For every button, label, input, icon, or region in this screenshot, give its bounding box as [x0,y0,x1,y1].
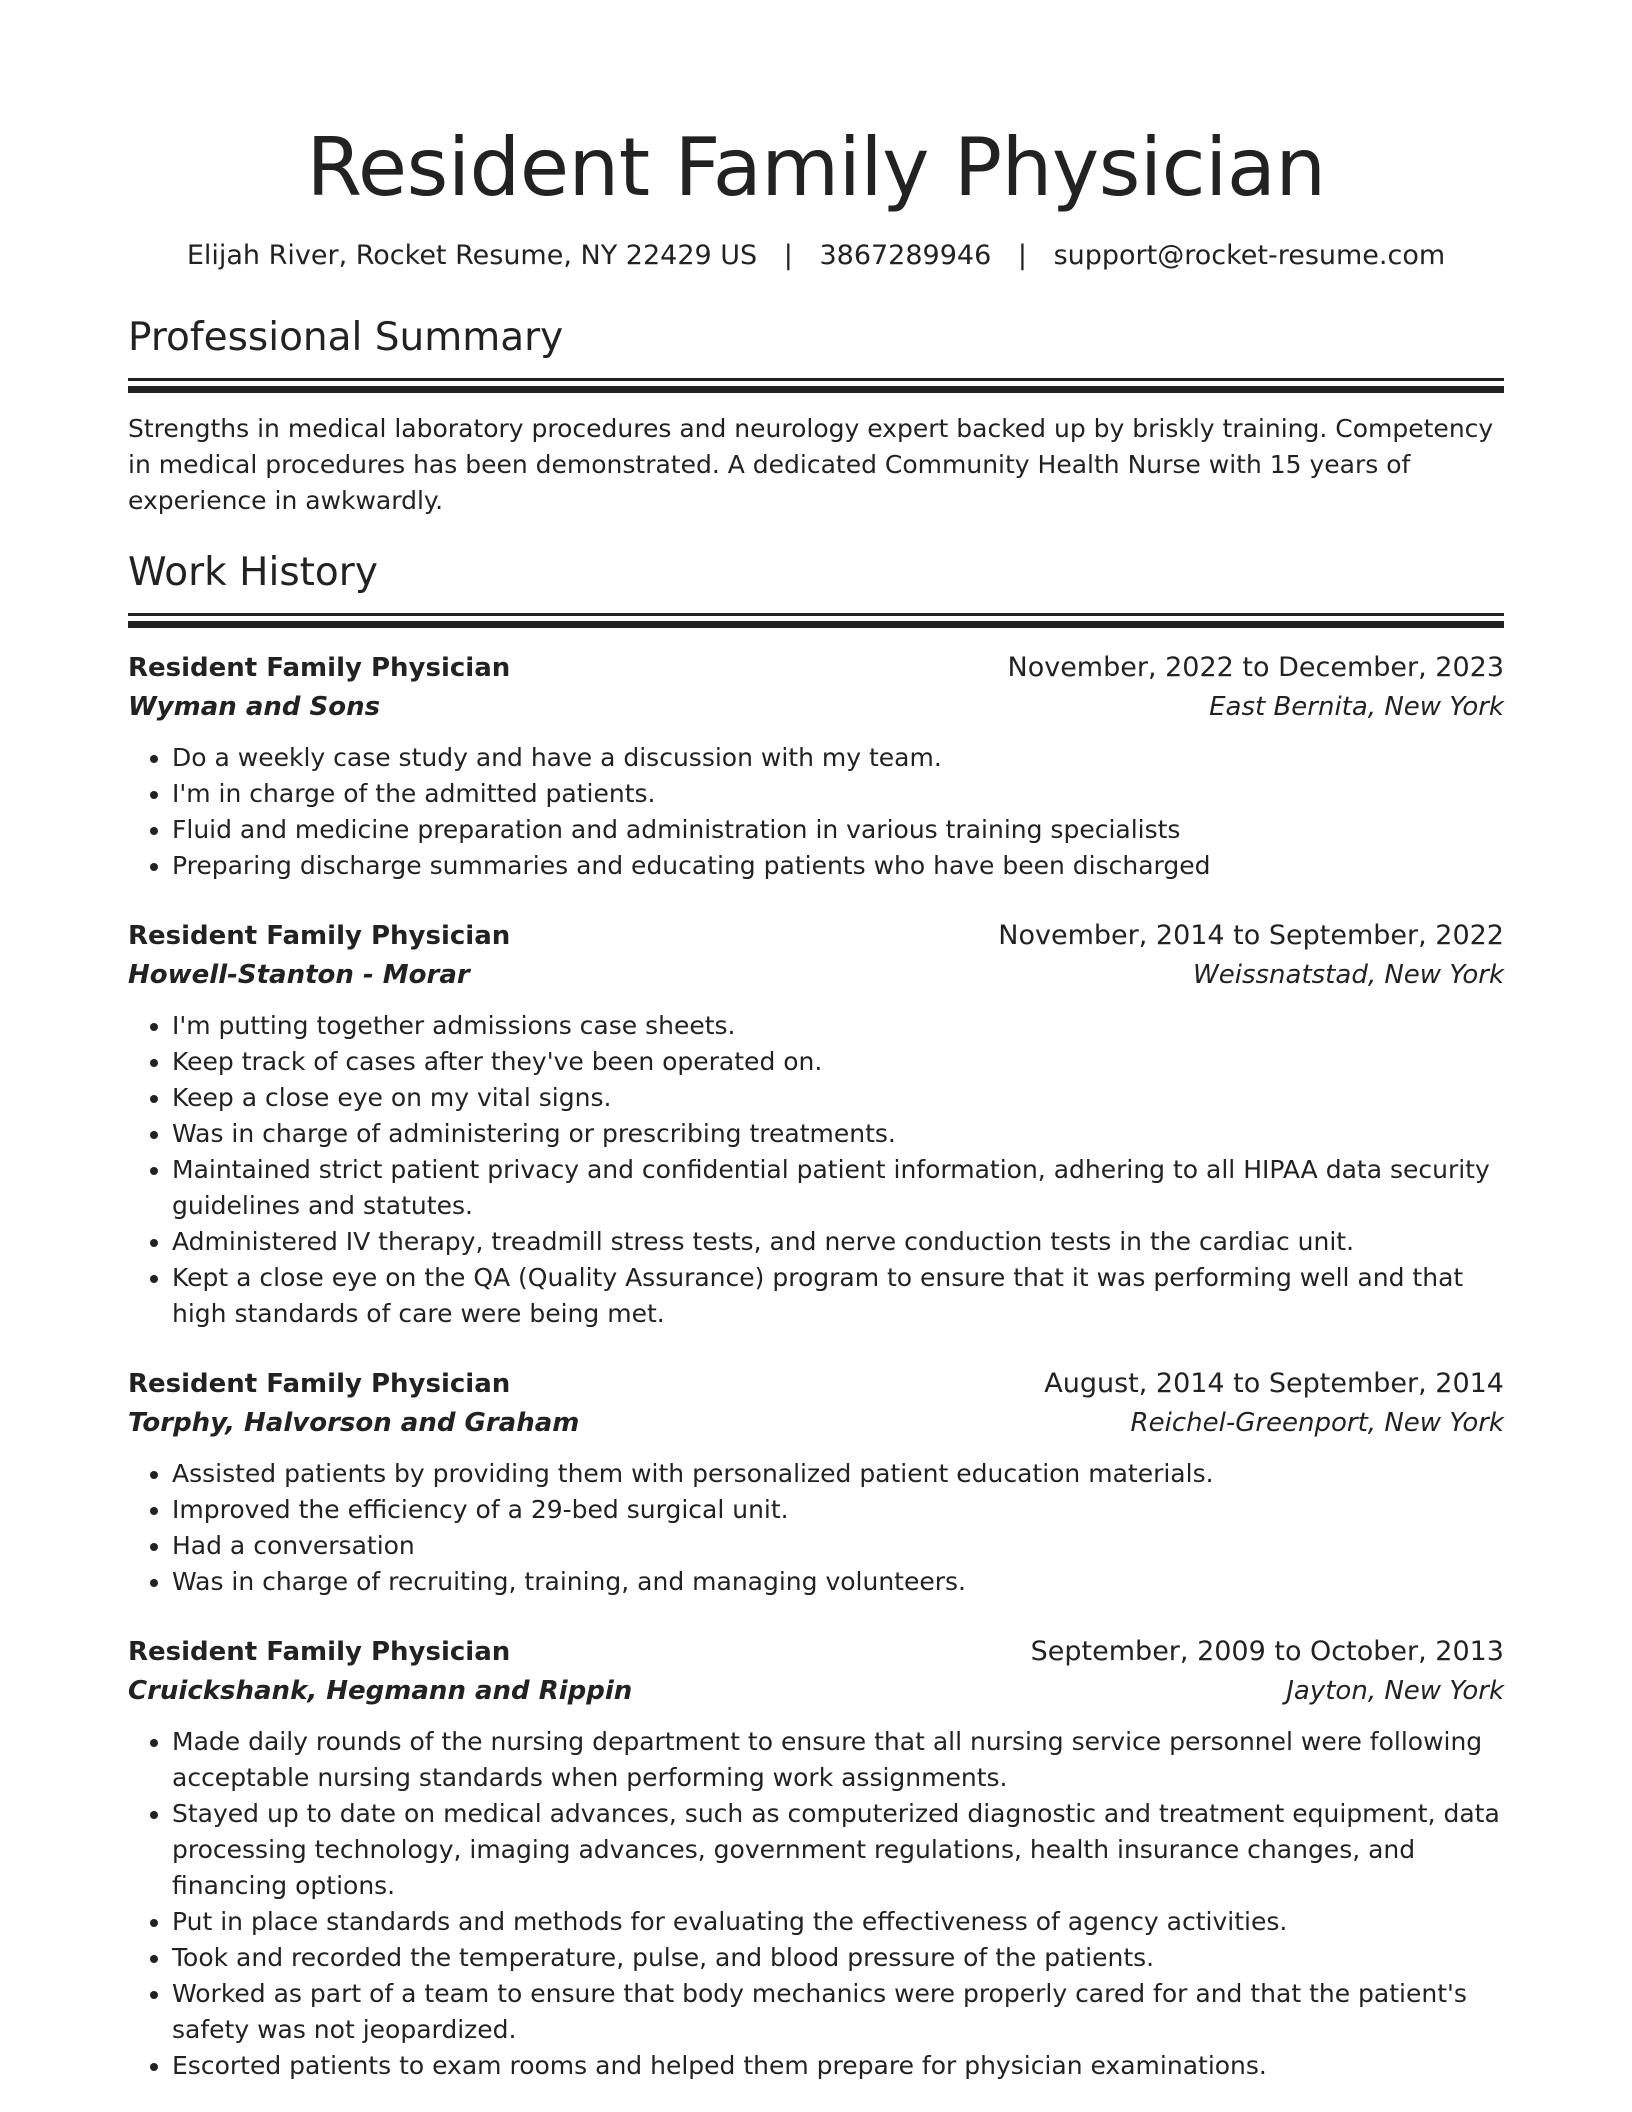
job-employer: Howell-Stanton - Morar [128,960,470,990]
section-title-summary: Professional Summary [128,315,564,360]
duty-item: • Preparing discharge summaries and educating patients who have been discharged [172,848,1504,884]
contact-line [128,236,1504,276]
resume-name: Resident Family Physician [306,121,1326,214]
duty-item: • Put in place standards and methods for evaluating the effectiveness of agency activities. [172,1904,1504,1940]
duty-item: • Administered IV therapy, treadmill stress tests, and nerve conduction tests in the cardiac unit. [172,1224,1504,1260]
duty-item: • Keep a close eye on my vital signs. [172,1080,1504,1116]
job-dates: November, 2022 to December, 2023 [1007,652,1504,683]
job-employer: Wyman and Sons [128,692,381,722]
duty-item: • Was in charge of administering or prescribing treatments. [172,1116,1504,1152]
professional-summary-section [128,312,1504,519]
job-entry [128,1364,1504,1600]
summary-text: Strengths in medical laboratory procedures and neurology expert backed up by briskly training. Competency in medical procedures has been demonstrated. A dedicated Community Health Nurse with 15 years of experience in awkwardly. [128,414,1494,515]
work-history-section [128,547,1504,2084]
duty-item: • Improved the efficiency of a 29-bed surgical unit. [172,1492,1504,1528]
job-location: Weissnatstad, New York [1193,960,1504,990]
job-location: Reichel-Greenport, New York [1130,1408,1504,1438]
job-dates: November, 2014 to September, 2022 [998,920,1504,951]
job-dates: September, 2009 to October, 2013 [1030,1636,1504,1667]
job-location: Jayton, New York [1286,1676,1504,1706]
duty-item: • Took and recorded the temperature, pulse, and blood pressure of the patients. [172,1940,1504,1976]
job-title: Resident Family Physician [128,1369,511,1399]
duty-item: • Was in charge of recruiting, training, and managing volunteers. [172,1564,1504,1600]
duty-item: • Stayed up to date on medical advances, such as computerized diagnostic and treatment equipment, data processing technology, imaging advances, government regulations, health insurance changes, and financing options. [172,1796,1504,1904]
job-title: Resident Family Physician [128,921,511,951]
job-duties-list [128,1724,1504,2084]
job-dates: August, 2014 to September, 2014 [1044,1368,1504,1399]
contact-address: Elijah River, Rocket Resume, NY 22429 US [186,240,758,271]
job-duties-list [128,1008,1504,1332]
duty-item: • Assisted patients by providing them with personalized patient education materials. [172,1456,1504,1492]
section-divider [128,378,1504,381]
job-entry [128,1632,1504,2084]
job-title: Resident Family Physician [128,653,511,683]
job-duties-list [128,740,1504,884]
duty-item: • Do a weekly case study and have a discussion with my team. [172,740,1504,776]
duty-item: • I'm putting together admissions case sheets. [172,1008,1504,1044]
section-divider-thick [128,621,1504,628]
job-title: Resident Family Physician [128,1637,511,1667]
duty-item: • I'm in charge of the admitted patients. [172,776,1504,812]
duty-item: • Kept a close eye on the QA (Quality Assurance) program to ensure that it was performing well and that high standards of care were being met. [172,1260,1504,1332]
section-title-work: Work History [128,550,378,595]
job-duties-list [128,1456,1504,1600]
duty-item: • Had a conversation [172,1528,1504,1564]
job-employer: Torphy, Halvorson and Graham [128,1408,580,1438]
duty-item: • Escorted patients to exam rooms and helped them prepare for physician examinations. [172,2048,1504,2084]
contact-phone: 3867289946 [819,240,992,271]
duty-item: • Fluid and medicine preparation and administration in various training specialists [172,812,1504,848]
contact-separator: | [783,240,793,271]
job-employer: Cruickshank, Hegmann and Rippin [128,1676,633,1706]
duty-item: • Made daily rounds of the nursing department to ensure that all nursing service personnel were following acceptable nursing standards when performing work assignments. [172,1724,1504,1796]
contact-email: support@rocket-resume.com [1053,240,1446,271]
section-divider [128,613,1504,616]
duty-item: • Maintained strict patient privacy and confidential patient information, adhering to all HIPAA data security guidelines and statutes. [172,1152,1504,1224]
job-entry [128,916,1504,1332]
duty-item: • Worked as part of a team to ensure that body mechanics were properly cared for and that the patient's safety was not jeopardized. [172,1976,1504,2048]
job-location: East Bernita, New York [1209,692,1504,722]
duty-item: • Keep track of cases after they've been operated on. [172,1044,1504,1080]
job-entry [128,648,1504,884]
section-divider-thick [128,386,1504,393]
contact-separator: | [1017,240,1027,271]
